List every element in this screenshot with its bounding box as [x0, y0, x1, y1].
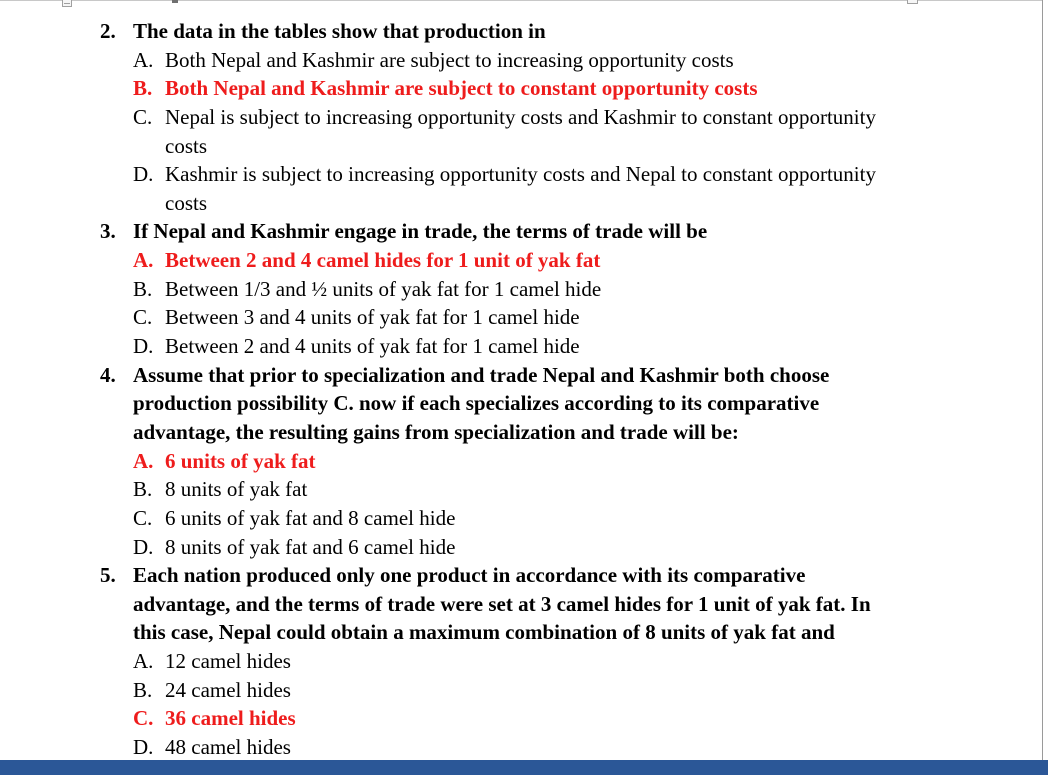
question-list	[0, 17, 1042, 760]
option-line	[0, 246, 1042, 275]
option-text: 6 units of yak fat and 8 camel hide	[165, 505, 456, 530]
answer-option	[0, 676, 1042, 705]
question-line	[0, 590, 1042, 619]
option-text: Both Nepal and Kashmir are subject to constant opportunity costs	[165, 76, 758, 101]
option-text: Between 3 and 4 units of yak fat for 1 camel hide	[165, 305, 580, 330]
option-text: 12 camel hides	[165, 649, 291, 674]
tab-stop-marker[interactable]	[172, 0, 178, 3]
question-line	[0, 418, 1042, 447]
option-text: Between 1/3 and ½ units of yak fat for 1 camel hide	[165, 276, 602, 301]
option-text: 36 camel hides	[165, 706, 296, 731]
question-item	[0, 217, 1042, 360]
answer-option	[0, 504, 1042, 533]
question-item	[0, 361, 1042, 561]
option-letter: B.	[133, 477, 153, 502]
option-letter: A.	[133, 448, 154, 473]
option-letter: C.	[133, 305, 153, 330]
right-margin-marker[interactable]	[907, 0, 918, 4]
option-line	[0, 533, 1042, 562]
question-text: Assume that prior to specialization and trade Nepal and Kashmir both choose	[133, 362, 830, 387]
option-letter: D.	[133, 334, 154, 359]
question-text: this case, Nepal could obtain a maximum combination of 8 units of yak fat and	[133, 620, 835, 645]
option-letter: A.	[133, 248, 154, 273]
option-letter: A.	[133, 649, 154, 674]
option-letter: A.	[133, 47, 154, 72]
option-line	[0, 647, 1042, 676]
option-line	[0, 504, 1042, 533]
option-line	[0, 189, 1042, 218]
answer-option	[0, 303, 1042, 332]
question-line	[0, 389, 1042, 418]
option-letter: D.	[133, 735, 154, 760]
question-number: 4.	[100, 362, 116, 387]
answer-option-correct	[0, 74, 1042, 103]
left-margin-marker[interactable]	[62, 0, 72, 7]
option-line	[0, 103, 1042, 132]
question-text: advantage, the resulting gains from specialization and trade will be:	[133, 419, 739, 444]
answer-option-correct	[0, 246, 1042, 275]
option-text: 48 camel hides	[165, 735, 291, 760]
question-number: 3.	[100, 219, 116, 244]
option-line	[0, 447, 1042, 476]
option-letter: C.	[133, 104, 153, 129]
question-item	[0, 561, 1042, 760]
option-letter: C.	[133, 505, 153, 530]
answer-option	[0, 103, 1042, 160]
question-line	[0, 17, 1042, 46]
question-text: Each nation produced only one product in accordance with its comparative	[133, 563, 806, 588]
option-line	[0, 275, 1042, 304]
question-text: The data in the tables show that production in	[133, 19, 546, 43]
option-letter: B.	[133, 76, 153, 101]
question-item	[0, 17, 1042, 217]
question-text: production possibility C. now if each specializes according to its comparative	[133, 391, 820, 416]
question-line	[0, 217, 1042, 246]
option-line	[0, 704, 1042, 733]
answer-option	[0, 733, 1042, 760]
option-letter: C.	[133, 706, 154, 731]
answer-option	[0, 46, 1042, 75]
option-line	[0, 332, 1042, 361]
option-text: 8 units of yak fat and 6 camel hide	[165, 534, 456, 559]
option-text: Both Nepal and Kashmir are subject to increasing opportunity costs	[165, 47, 734, 72]
option-text: Between 2 and 4 camel hides for 1 unit of yak fat	[165, 248, 601, 273]
answer-option	[0, 647, 1042, 676]
option-letter: D.	[133, 162, 154, 187]
page-top-edge	[0, 0, 1042, 1]
option-letter: B.	[133, 677, 153, 702]
answer-option	[0, 475, 1042, 504]
option-text: Kashmir is subject to increasing opportunity costs and Nepal to constant opportunity	[165, 162, 876, 187]
question-line	[0, 361, 1042, 390]
option-line	[0, 74, 1042, 103]
question-line	[0, 618, 1042, 647]
question-number: 2.	[100, 19, 116, 43]
answer-option-correct	[0, 704, 1042, 733]
option-text: 8 units of yak fat	[165, 477, 308, 502]
answer-option	[0, 332, 1042, 361]
question-text: advantage, and the terms of trade were set at 3 camel hides for 1 unit of yak fat. In	[133, 591, 871, 616]
option-line	[0, 132, 1042, 161]
question-text: If Nepal and Kashmir engage in trade, the terms of trade will be	[133, 219, 708, 244]
option-line	[0, 733, 1042, 760]
option-text: Between 2 and 4 units of yak fat for 1 camel hide	[165, 334, 580, 359]
option-letter: D.	[133, 534, 154, 559]
option-line	[0, 46, 1042, 75]
option-line	[0, 676, 1042, 705]
question-line	[0, 561, 1042, 590]
option-line	[0, 160, 1042, 189]
answer-option-correct	[0, 447, 1042, 476]
question-number: 5.	[100, 563, 116, 588]
option-text: 6 units of yak fat	[165, 448, 316, 473]
option-text: costs	[165, 133, 207, 158]
option-letter: B.	[133, 276, 153, 301]
answer-option	[0, 160, 1042, 217]
option-text: 24 camel hides	[165, 677, 291, 702]
option-text: Nepal is subject to increasing opportunity costs and Kashmir to constant opportunity	[165, 104, 876, 129]
answer-option	[0, 533, 1042, 562]
option-line	[0, 303, 1042, 332]
answer-option	[0, 275, 1042, 304]
option-line	[0, 475, 1042, 504]
option-text: costs	[165, 190, 207, 215]
status-bar	[0, 760, 1048, 775]
